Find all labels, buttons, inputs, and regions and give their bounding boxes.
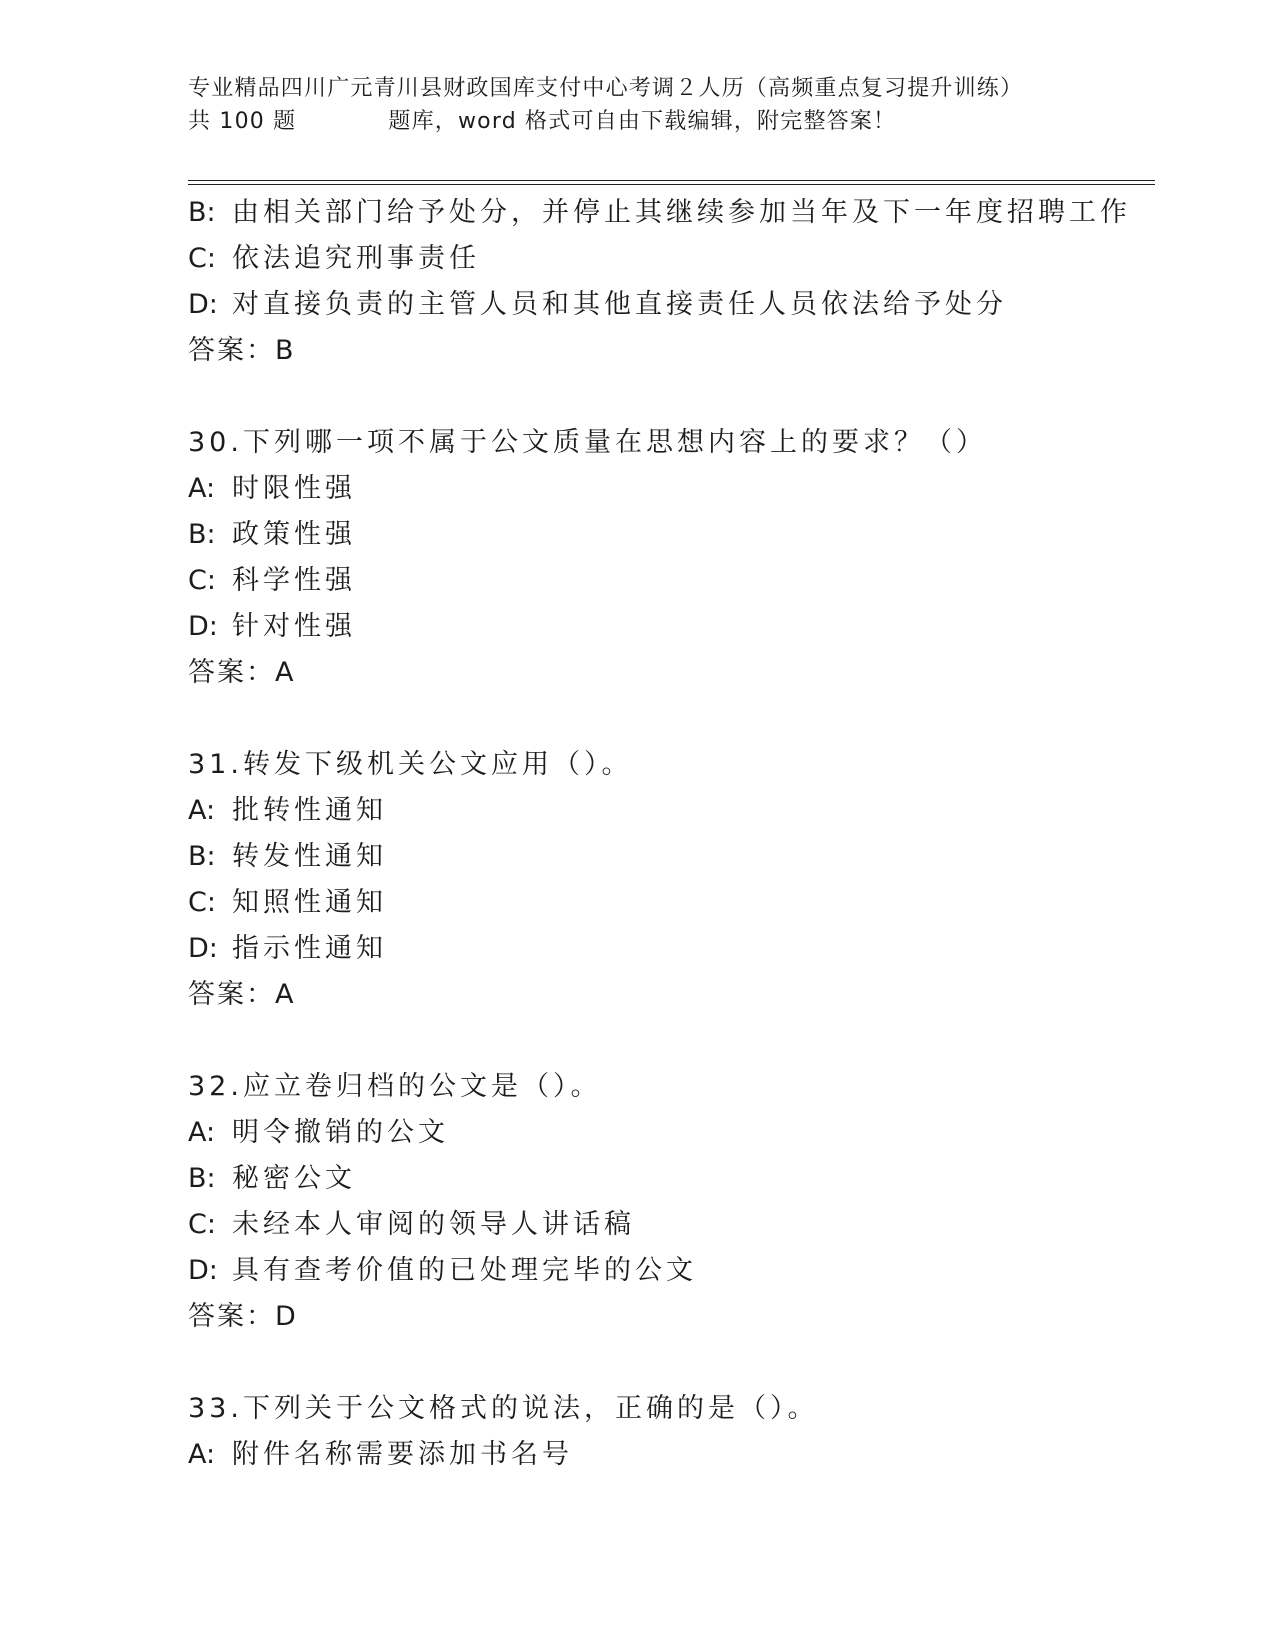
option-item [188, 282, 1148, 328]
option-item [188, 1110, 1148, 1156]
option-text: 明令撤销的公文 [232, 1117, 449, 1148]
option-item [188, 926, 1148, 972]
option-item [188, 834, 1148, 880]
option-label: D: [188, 1255, 218, 1286]
option-label: C: [188, 1209, 216, 1240]
option-text: 时限性强 [232, 473, 356, 504]
option-text: 知照性通知 [232, 887, 387, 918]
option-label: C: [188, 887, 216, 918]
option-label: A: [188, 1117, 216, 1148]
option-item [188, 1202, 1148, 1248]
option-label: A: [188, 795, 216, 826]
option-text: 对直接负责的主管人员和其他直接责任人员依法给予处分 [232, 289, 1007, 320]
question-stem: 33.下列关于公文格式的说法，正确的是（）。 [188, 1393, 819, 1424]
header-subtitle [188, 105, 1088, 138]
option-text: 秘密公文 [232, 1163, 356, 1194]
answer-line: 答案：A [188, 979, 296, 1010]
option-label: A: [188, 473, 216, 504]
question-stem: 31.转发下级机关公文应用（）。 [188, 749, 633, 780]
option-label: D: [188, 289, 218, 320]
answer-line: 答案：D [188, 1301, 298, 1332]
option-text: 批转性通知 [232, 795, 387, 826]
answer-line: 答案：A [188, 657, 296, 688]
option-item [188, 190, 1148, 236]
option-item [188, 604, 1148, 650]
option-label: B: [188, 1163, 216, 1194]
option-text: 转发性通知 [232, 841, 387, 872]
header-divider-bottom [188, 184, 1155, 185]
question-block-33 [188, 1386, 1148, 1478]
header-divider-top [188, 180, 1155, 181]
option-text: 具有查考价值的已处理完毕的公文 [232, 1255, 697, 1286]
option-item [188, 512, 1148, 558]
option-label: B: [188, 519, 216, 550]
option-text: 由相关部门给予处分，并停止其继续参加当年及下一年度招聘工作 [232, 197, 1131, 228]
option-label: B: [188, 841, 216, 872]
header-download-note: 题库，word 格式可自由下载编辑，附完整答案！ [388, 109, 897, 134]
option-text: 科学性强 [232, 565, 356, 596]
header-title: 专业精品四川广元青川县财政国库支付中心考调２人历（高频重点复习提升训练） [188, 76, 1024, 101]
option-text: 针对性强 [232, 611, 356, 642]
question-list [188, 190, 1148, 1478]
document-header [188, 72, 1088, 138]
answer-line: 答案：B [188, 335, 296, 366]
option-label: C: [188, 565, 216, 596]
option-text: 附件名称需要添加书名号 [232, 1439, 573, 1470]
option-item [188, 236, 1148, 282]
option-text: 政策性强 [232, 519, 356, 550]
option-text: 依法追究刑事责任 [232, 243, 480, 274]
option-text: 未经本人审阅的领导人讲话稿 [232, 1209, 635, 1240]
option-text: 指示性通知 [232, 933, 387, 964]
question-stem: 30.下列哪一项不属于公文质量在思想内容上的要求？（） [188, 427, 987, 458]
question-block-32 [188, 1064, 1148, 1340]
option-label: A: [188, 1439, 216, 1470]
question-block-31 [188, 742, 1148, 1018]
option-item [188, 880, 1148, 926]
question-block-30 [188, 420, 1148, 696]
header-question-count: 共 100 题 [188, 109, 297, 134]
option-label: D: [188, 611, 218, 642]
option-label: D: [188, 933, 218, 964]
option-item [188, 558, 1148, 604]
option-label: C: [188, 243, 216, 274]
option-item [188, 1156, 1148, 1202]
option-item [188, 466, 1148, 512]
question-block-continued [188, 190, 1148, 374]
option-label: B: [188, 197, 216, 228]
option-item [188, 1432, 1148, 1478]
question-stem: 32.应立卷归档的公文是（）。 [188, 1071, 602, 1102]
option-item [188, 1248, 1148, 1294]
option-item [188, 788, 1148, 834]
